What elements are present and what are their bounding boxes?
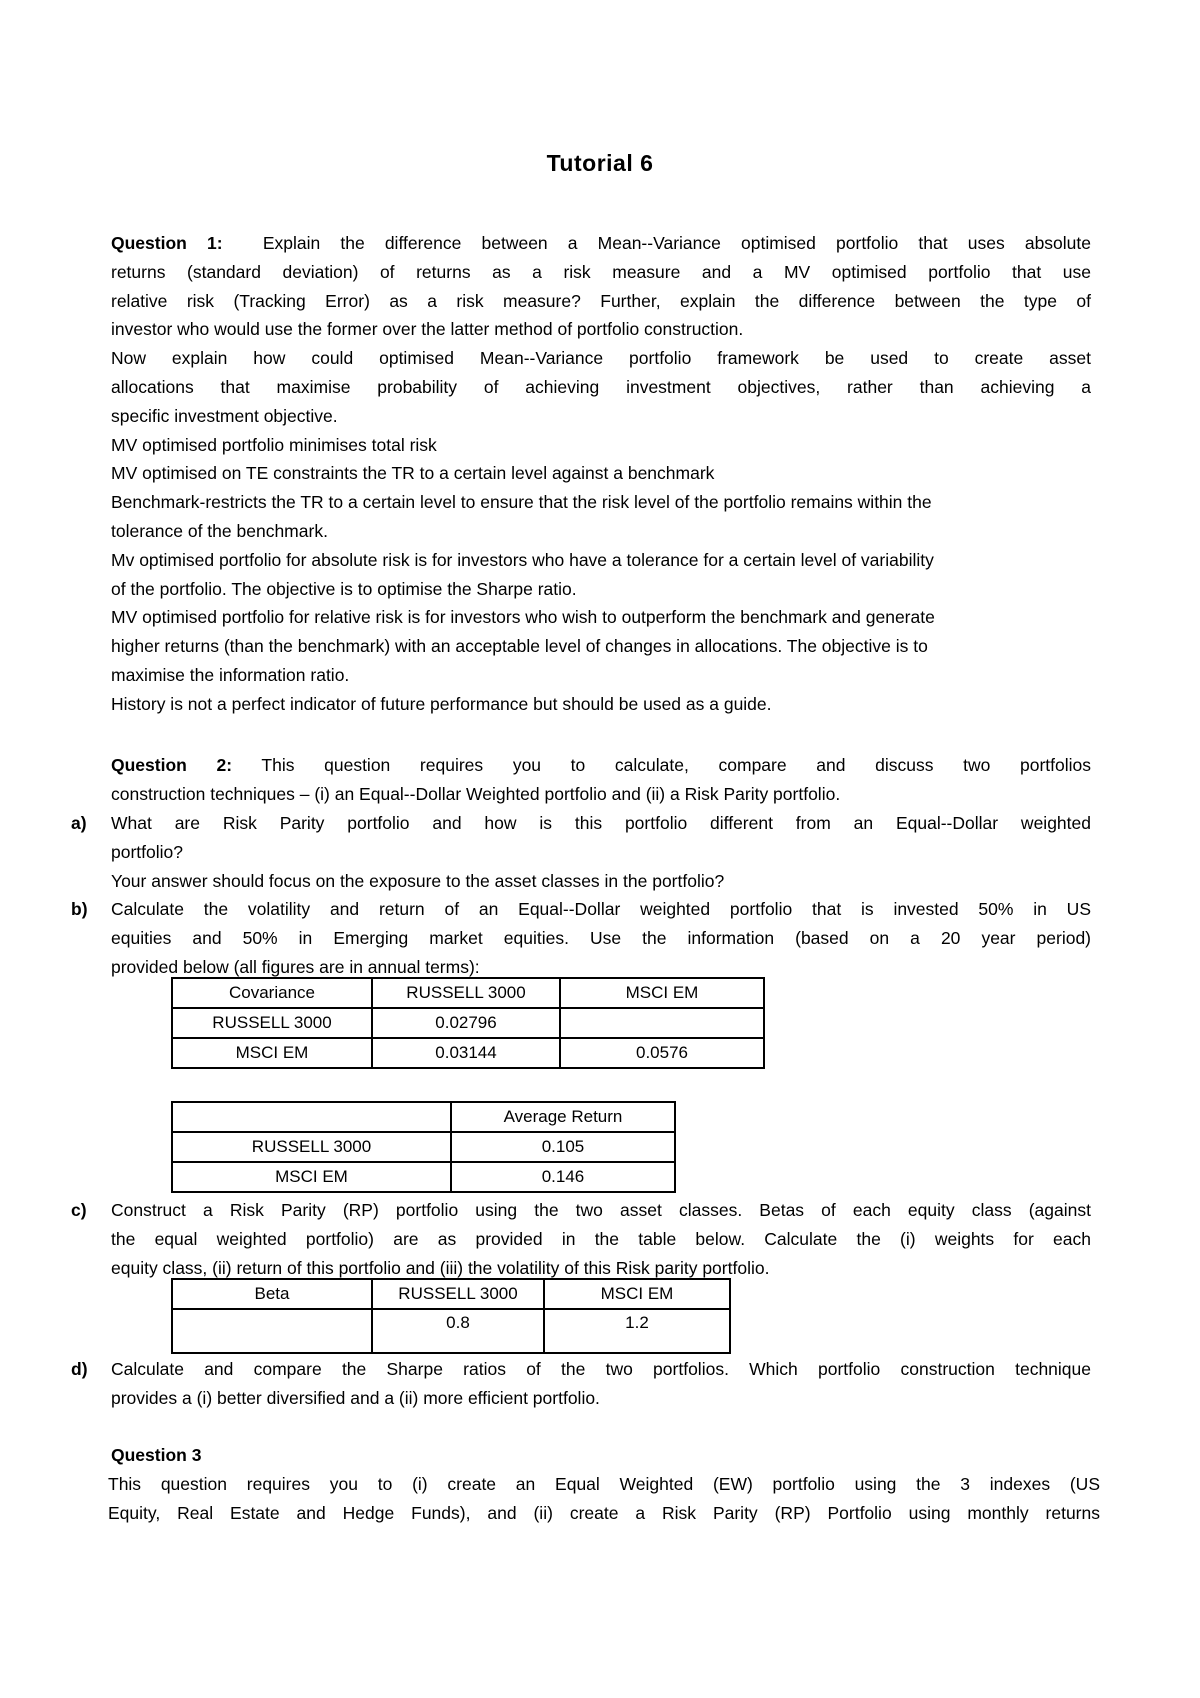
- table-header-cell: RUSSELL 3000: [372, 978, 560, 1008]
- table-row: [172, 1038, 764, 1068]
- item-c-text: [111, 1196, 1091, 1282]
- item-d-line: provides a (i) better diversified and a (ii) more efficient portfolio.: [111, 1387, 600, 1408]
- table-cell: 0.03144: [372, 1038, 560, 1068]
- q1-answer-line: MV optimised on TE constraints the TR to a certain level against a benchmark: [111, 463, 715, 484]
- table-header-cell: MSCI EM: [560, 978, 764, 1008]
- table-header-cell: Average Return: [451, 1102, 675, 1132]
- table-header-cell: [172, 1102, 451, 1132]
- item-c-line: the equal weighted portfolio) are as provided in the table below. Calculate the (i) weights for each: [111, 1228, 1091, 1249]
- q1-answer-line: MV optimised portfolio minimises total risk: [111, 434, 437, 455]
- q1-line: investor who would use the former over the latter method of portfolio construction.: [111, 319, 744, 340]
- table-row: [172, 1309, 730, 1353]
- table-cell: 0.8: [372, 1309, 544, 1353]
- item-b-line: equities and 50% in Emerging market equities. Use the information (based on a 20 year period): [111, 927, 1091, 948]
- item-b-line: provided below (all figures are in annual terms):: [111, 956, 480, 977]
- item-a-text: [111, 809, 1091, 895]
- table-row: [172, 1162, 675, 1192]
- table-cell: 1.2: [544, 1309, 730, 1353]
- table-header-row: [172, 978, 764, 1008]
- beta-table: [171, 1278, 731, 1354]
- table-header-cell: Covariance: [172, 978, 372, 1008]
- q1-answer-line: History is not a perfect indicator of future performance but should be used as a guide.: [111, 693, 772, 714]
- table-header-cell: MSCI EM: [544, 1279, 730, 1309]
- item-c-line: Construct a Risk Parity (RP) portfolio using the two asset classes. Betas of each equity class (against: [111, 1200, 1091, 1220]
- item-b-line: Calculate the volatility and return of an Equal--Dollar weighted portfolio that is invested 50% in US: [111, 899, 1091, 919]
- q1-line: specific investment objective.: [111, 405, 338, 426]
- question-3-label: Question 3: [111, 1445, 202, 1465]
- covariance-table: [171, 977, 765, 1069]
- q1-line: returns (standard deviation) of returns as a risk measure and a MV optimised portfolio that use: [111, 261, 1091, 282]
- table-header-cell: RUSSELL 3000: [372, 1279, 544, 1309]
- table-row: [172, 1132, 675, 1162]
- table-row: [172, 1008, 764, 1038]
- item-a-marker: a): [71, 813, 87, 833]
- table-cell: 0.0576: [560, 1038, 764, 1068]
- question-3-text: [111, 1441, 1091, 1470]
- item-b-text: [111, 895, 1091, 981]
- item-d-line: Calculate and compare the Sharpe ratios of the two portfolios. Which portfolio construction technique: [111, 1359, 1091, 1379]
- table-cell: MSCI EM: [172, 1038, 372, 1068]
- q1-line: Now explain how could optimised Mean--Variance portfolio framework be used to create asset: [111, 348, 1091, 369]
- item-d-marker: d): [71, 1359, 88, 1379]
- q1-answer-line: MV optimised portfolio for relative risk is for investors who wish to outperform the benchmark and generate: [111, 607, 935, 628]
- item-c-line: equity class, (ii) return of this portfolio and (iii) the volatility of this Risk parity portfolio.: [111, 1257, 770, 1278]
- item-a-line: What are Risk Parity portfolio and how is this portfolio different from an Equal--Dollar weighted: [111, 813, 1091, 833]
- table-cell: RUSSELL 3000: [172, 1132, 451, 1162]
- average-return-table: [171, 1101, 676, 1193]
- q1-line: allocations that maximise probability of achieving investment objectives, rather than achieving a: [111, 376, 1091, 397]
- q2-intro-line: Question 2: This question requires you to calculate, compare and discuss two portfolios: [111, 755, 1092, 775]
- item-b-marker: b): [71, 899, 88, 919]
- q1-answer-line: Benchmark-restricts the TR to a certain level to ensure that the risk level of the portfolio remains within the: [111, 492, 932, 513]
- table-cell: [172, 1309, 372, 1353]
- q1-answer-line: higher returns (than the benchmark) with an acceptable level of changes in allocations. The objective is to: [111, 636, 928, 657]
- table-cell: [560, 1008, 764, 1038]
- question-1-text: [111, 229, 1091, 719]
- question-2-label: Question 2:: [111, 755, 233, 775]
- question-2-intro: [111, 751, 1091, 809]
- q3-line: Equity, Real Estate and Hedge Funds), and (ii) create a Risk Parity (RP) Portfolio using monthly returns: [108, 1502, 1100, 1523]
- item-a-line: portfolio?: [111, 841, 183, 862]
- table-header-cell: Beta: [172, 1279, 372, 1309]
- q1-line: Question 1: Explain the difference between a Mean--Variance optimised portfolio that uses absolute: [111, 233, 1092, 253]
- table-cell: 0.146: [451, 1162, 675, 1192]
- question-3-body: [108, 1470, 1100, 1528]
- item-a-line: Your answer should focus on the exposure to the asset classes in the portfolio?: [111, 870, 725, 891]
- question-1-label: Question 1:: [111, 233, 223, 253]
- q1-answer-line: tolerance of the benchmark.: [111, 520, 328, 541]
- table-cell: 0.105: [451, 1132, 675, 1162]
- table-cell: 0.02796: [372, 1008, 560, 1038]
- q1-answer-line: maximise the information ratio.: [111, 664, 350, 685]
- q1-answer-line: of the portfolio. The objective is to optimise the Sharpe ratio.: [111, 578, 577, 599]
- item-c-marker: c): [71, 1200, 87, 1220]
- page-title: Tutorial 6: [546, 150, 654, 176]
- q1-line: relative risk (Tracking Error) as a risk measure? Further, explain the difference between the type of: [111, 290, 1091, 311]
- q1-answer-line: Mv optimised portfolio for absolute risk is for investors who have a tolerance for a certain level of variability: [111, 549, 934, 570]
- table-cell: MSCI EM: [172, 1162, 451, 1192]
- q3-line: This question requires you to (i) create an Equal Weighted (EW) portfolio using the 3 indexes (US: [108, 1474, 1100, 1494]
- table-header-row: [172, 1279, 730, 1309]
- item-d-text: [111, 1355, 1091, 1413]
- table-header-row: [172, 1102, 675, 1132]
- table-cell: RUSSELL 3000: [172, 1008, 372, 1038]
- q2-intro-line: construction techniques – (i) an Equal--Dollar Weighted portfolio and (ii) a Risk Parity portfolio.: [111, 783, 841, 804]
